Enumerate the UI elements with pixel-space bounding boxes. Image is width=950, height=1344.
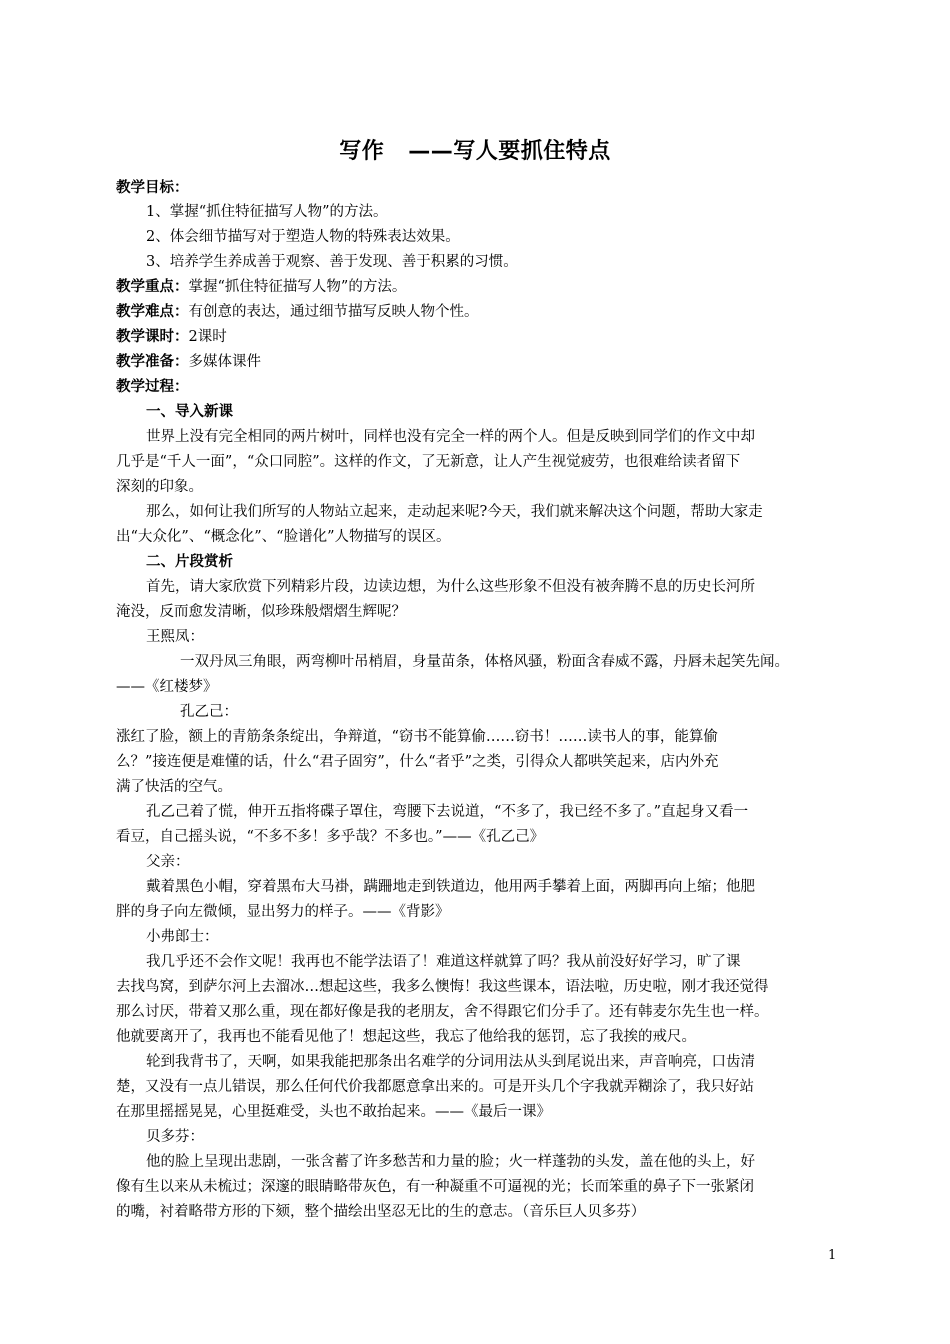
excerpt-line: 楚，又没有一点儿错误，那么任何代价我都愿意拿出来的。可是开头几个字我就弄糊涂了，我只好站 (116, 1079, 754, 1095)
excerpt-line: 满了快活的空气。 (116, 779, 232, 795)
paragraph-line: 几乎是“千人一面”，“众口同腔”。这样的作文，了无新意，让人产生视觉疲劳，也很难给读者留下 (116, 454, 741, 470)
excerpt-line: 么？”接连便是难懂的话，什么“君子固穷”，什么“者乎”之类，引得众人都哄笑起来，店内外充 (116, 754, 719, 770)
excerpt-line: 在那里摇摇晃晃，心里挺难受，头也不敢抬起来。——《最后一课》 (116, 1104, 551, 1120)
excerpt-line: 去找鸟窝，到萨尔河上去溜冰…想起这些，我多么懊悔！我这些课本，语法啦，历史啦，刚才我还觉得 (116, 979, 769, 995)
character-name: 小弗郎士： (146, 929, 219, 945)
paragraph-line: 世界上没有完全相同的两片树叶，同样也没有完全一样的两个人。但是反映到同学们的作文中却 (146, 429, 755, 445)
excerpt-line: 他的脸上呈现出悲剧，一张含蓄了许多愁苦和力量的脸；火一样蓬勃的头发，盖在他的头上，好 (146, 1154, 755, 1170)
excerpt-line: 我几乎还不会作文呢！我再也不能学法语了！难道这样就算了吗？我从前没好好学习，旷了课 (146, 954, 741, 970)
excerpt-line: 他就要离开了，我再也不能看见他了！想起这些，我忘了他给我的惩罚，忘了我挨的戒尺。 (116, 1029, 696, 1045)
excerpt-line: 看豆，自己摇头说，“不多不多！多乎哉？不多也。”——《孔乙己》 (116, 829, 545, 845)
paragraph-line: 首先，请大家欣赏下列精彩片段，边读边想，为什么这些形象不但没有被奔腾不息的历史长河所 (146, 579, 755, 595)
preparation (116, 350, 846, 374)
title-left: 写作 (339, 139, 385, 164)
excerpt-line: 涨红了脸，额上的青筋条条绽出，争辩道，“窃书不能算偷……窃书！……读书人的事，能算偷 (116, 729, 718, 745)
paragraph-line: 那么，如何让我们所写的人物站立起来，走动起来呢?今天，我们就来解决这个问题，帮助大家走 (146, 504, 763, 520)
key-point (116, 275, 846, 299)
excerpt-source: ——《红楼梦》 (116, 679, 218, 695)
prep-text: 多媒体课件 (188, 354, 261, 370)
difficulty-text: 有创意的表达，通过细节描写反映人物个性。 (188, 304, 479, 320)
character-name: 王熙凤： (146, 629, 204, 645)
excerpt-line: 孔乙己着了慌，伸开五指将碟子罩住，弯腰下去说道，“不多了，我已经不多了。”直起身又看一 (146, 804, 749, 820)
excerpt-line: 戴着黑色小帽，穿着黑布大马褂，蹒跚地走到铁道边，他用两手攀着上面，两脚再向上缩；他肥 (146, 879, 755, 895)
excerpt-line: 的嘴，衬着略带方形的下颏，整个描绘出坚忍无比的生的意志。（音乐巨人贝多芬） (116, 1204, 646, 1220)
excerpt-line: 轮到我背书了，天啊，如果我能把那条出名难学的分词用法从头到尾说出来，声音响亮，口齿清 (146, 1054, 755, 1070)
excerpt-line: 一双丹凤三角眼，两弯柳叶吊梢眉，身量苗条，体格风骚，粉面含春威不露，丹唇未起笑先闻。 (180, 654, 789, 670)
page-number: 1 (828, 1248, 837, 1263)
excerpt-line: 胖的身子向左微倾，显出努力的样子。——《背影》 (116, 904, 450, 920)
character-name: 孔乙己： (180, 704, 238, 720)
class-hours (116, 325, 846, 349)
key-text: 掌握“抓住特征描写人物”的方法。 (188, 279, 407, 295)
paragraph-line: 出“大众化”、“概念化”、“脸谱化”人物描写的误区。 (116, 529, 451, 545)
difficulty (116, 300, 846, 324)
title-right: ——写人要抓住特点 (408, 139, 611, 164)
character-name: 贝多芬： (146, 1129, 204, 1145)
process-label: 教学过程： (116, 379, 189, 395)
difficulty-label: 教学难点： (116, 304, 189, 320)
goal-item: 1、掌握“抓住特征描写人物”的方法。 (146, 204, 388, 220)
section2-heading: 二、片段赏析 (146, 554, 233, 570)
paragraph-line: 深刻的印象。 (116, 479, 203, 495)
goal-item: 3、培养学生养成善于观察、善于发现、善于积累的习惯。 (146, 254, 518, 270)
goal-item: 2、体会细节描写对于塑造人物的特殊表达效果。 (146, 229, 460, 245)
excerpt-line: 那么讨厌，带着又那么重，现在都好像是我的老朋友，舍不得跟它们分手了。还有韩麦尔先生也一样。 (116, 1004, 769, 1020)
section1-heading: 一、导入新课 (146, 404, 233, 420)
prep-label: 教学准备： (116, 354, 189, 370)
excerpt-line: 像有生以来从未梳过；深邃的眼睛略带灰色，有一种凝重不可逼视的光；长而笨重的鼻子下一张紧闭 (116, 1179, 754, 1195)
paragraph-line: 淹没，反而愈发清晰，似珍珠般熠熠生辉呢？ (116, 604, 406, 620)
key-label: 教学重点： (116, 279, 189, 295)
goals-label: 教学目标： (116, 180, 189, 196)
character-name: 父亲： (146, 854, 190, 870)
hours-label: 教学课时： (116, 329, 189, 345)
page-title (0, 134, 950, 165)
hours-text: 2课时 (188, 329, 227, 345)
